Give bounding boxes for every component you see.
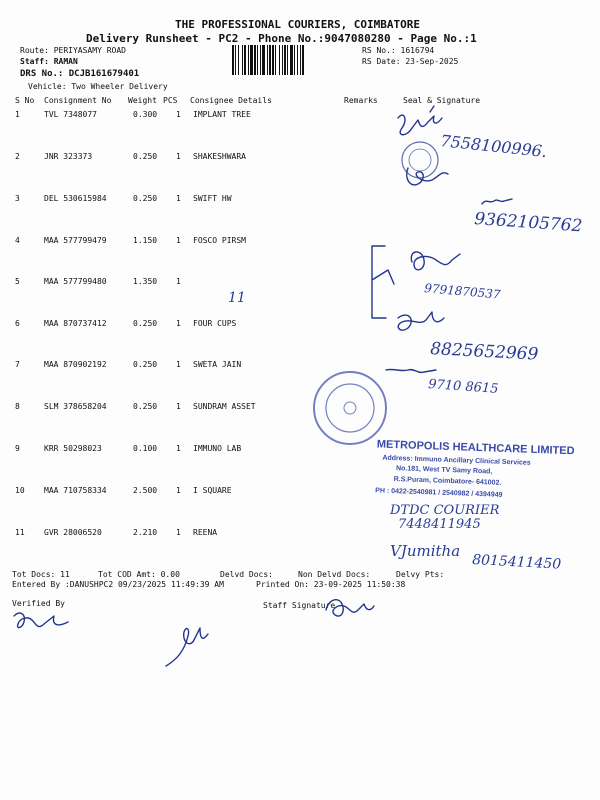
row-consignment: MAA 577799479 bbox=[44, 236, 107, 245]
row-weight: 0.250 bbox=[133, 360, 158, 369]
row-consignment: GVR 28006520 bbox=[44, 528, 102, 537]
rs-number: RS No.: 1616794 bbox=[362, 46, 435, 55]
row-pcs: 1 bbox=[176, 277, 181, 286]
row-consignee: I SQUARE bbox=[193, 486, 232, 495]
staff-label: Staff: RAMAN bbox=[20, 57, 78, 66]
row-consignee: FOSCO PIRSM bbox=[193, 236, 246, 245]
route-label: Route: PERIYASAMY ROAD bbox=[20, 46, 126, 55]
entered-by: Entered By :DANUSHPC2 09/23/2025 11:49:39 AM bbox=[12, 580, 224, 589]
non-delivered-docs: Non Delvd Docs: bbox=[298, 570, 371, 579]
col-pcs: PCS bbox=[163, 96, 178, 105]
row-sno: 8 bbox=[15, 402, 20, 411]
row-consignment: TVL 7348077 bbox=[44, 110, 97, 119]
delivery-points: Delvy Pts: bbox=[396, 570, 445, 579]
row-consignment: SLM 378658204 bbox=[44, 402, 107, 411]
row-sno: 4 bbox=[15, 236, 20, 245]
signature-staff bbox=[326, 600, 374, 616]
row-pcs: 1 bbox=[176, 110, 181, 119]
row-sno: 10 bbox=[15, 486, 25, 495]
row-weight: 0.300 bbox=[133, 110, 158, 119]
col-seal-signature: Seal & Signature bbox=[403, 96, 481, 105]
row-pcs: 1 bbox=[176, 444, 181, 453]
row-weight: 0.100 bbox=[133, 444, 158, 453]
svg-text:R.S.Puram, Coimbatore- 641002.: R.S.Puram, Coimbatore- 641002. bbox=[393, 476, 502, 487]
signature-center bbox=[166, 628, 208, 666]
verified-by-label: Verified By bbox=[12, 599, 65, 608]
phone-7448411945: 7448411945 bbox=[398, 517, 481, 532]
row-sno: 7 bbox=[15, 360, 20, 369]
row-consignment: MAA 870902192 bbox=[44, 360, 107, 369]
phone-7558100996: 7558100996. bbox=[439, 131, 548, 162]
lab-address-stamp bbox=[375, 438, 575, 501]
row-pcs: 1 bbox=[176, 402, 181, 411]
row-weight: 0.250 bbox=[133, 402, 158, 411]
signature-row6 bbox=[398, 312, 444, 330]
row-consignment: MAA 577799480 bbox=[44, 277, 107, 286]
vehicle-label: Vehicle: Two Wheeler Delivery bbox=[28, 82, 168, 91]
row-consignment: KRR 50298023 bbox=[44, 444, 102, 453]
row-sno: 2 bbox=[15, 152, 20, 161]
mark-row5: 11 bbox=[228, 290, 246, 306]
col-remarks: Remarks bbox=[344, 96, 378, 105]
round-seal-large bbox=[314, 372, 386, 444]
bracket-mark bbox=[372, 246, 394, 318]
row-consignee: IMPLANT TREE bbox=[193, 110, 251, 119]
col-sno: S No bbox=[15, 96, 35, 105]
row-consignee: SUNDRAM ASSET bbox=[193, 402, 256, 411]
row-sno: 9 bbox=[15, 444, 20, 453]
row-weight: 0.250 bbox=[133, 152, 158, 161]
phone-9791870537: 9791870537 bbox=[423, 281, 502, 302]
receiver-name-vjumitha: VJumitha bbox=[390, 542, 461, 560]
row-sno: 3 bbox=[15, 194, 20, 203]
svg-text:Address: Immuno Ancillary Clin: Address: Immuno Ancillary Clinical Services bbox=[382, 454, 531, 467]
row-weight: 0.250 bbox=[133, 319, 158, 328]
row-consignee: SWIFT HW bbox=[193, 194, 232, 203]
total-cod-amount: Tot COD Amt: 0.00 bbox=[98, 570, 180, 579]
row-sno: 1 bbox=[15, 110, 20, 119]
phone-8015411450: 8015411450 bbox=[471, 552, 562, 573]
company-title: THE PROFESSIONAL COURIERS, COIMBATORE bbox=[175, 18, 421, 31]
printed-on: Printed On: 23-09-2025 11:50:38 bbox=[256, 580, 406, 589]
signature-row7 bbox=[386, 369, 436, 372]
row-consignment: MAA 710758334 bbox=[44, 486, 107, 495]
svg-text:PH : 0422-2540981 / 2540982 /: PH : 0422-2540981 / 2540982 / 4394949 bbox=[375, 487, 503, 499]
staff-signature-label: Staff Signature bbox=[263, 601, 336, 610]
row-consignee: REENA bbox=[193, 528, 218, 537]
row-pcs: 1 bbox=[176, 528, 181, 537]
delivered-docs: Delvd Docs: bbox=[220, 570, 273, 579]
row-consignee: IMMUNO LAB bbox=[193, 444, 242, 453]
col-consignment: Consignment No bbox=[44, 96, 112, 105]
row-sno: 6 bbox=[15, 319, 20, 328]
row-consignment: MAA 870737412 bbox=[44, 319, 107, 328]
row-consignee: SHAKESHWARA bbox=[193, 152, 246, 161]
row-consignment: JNR 323373 bbox=[44, 152, 93, 161]
row-weight: 0.250 bbox=[133, 194, 158, 203]
row-pcs: 1 bbox=[176, 194, 181, 203]
signature-verified-by bbox=[14, 613, 68, 628]
col-consignee: Consignee Details bbox=[190, 96, 272, 105]
row-weight: 2.500 bbox=[133, 486, 158, 495]
row-weight: 2.210 bbox=[133, 528, 158, 537]
row-consignment: DEL 530615984 bbox=[44, 194, 107, 203]
phone-8825652969: 8825652969 bbox=[429, 339, 539, 365]
rs-date: RS Date: 23-Sep-2025 bbox=[362, 57, 459, 66]
row-sno: 11 bbox=[15, 528, 25, 537]
row-weight: 1.350 bbox=[133, 277, 158, 286]
row-pcs: 1 bbox=[176, 486, 181, 495]
col-weight: Weight bbox=[128, 96, 157, 105]
phone-9710-8615: 9710 8615 bbox=[427, 377, 499, 397]
runsheet-subtitle: Delivery Runsheet - PC2 - Phone No.:9047080280 - Page No.:1 bbox=[86, 32, 477, 45]
dtdc-courier-note: DTDC COURIER bbox=[390, 503, 500, 518]
row-weight: 1.150 bbox=[133, 236, 158, 245]
signature-row3 bbox=[482, 199, 512, 204]
row-pcs: 1 bbox=[176, 236, 181, 245]
signature-row4 bbox=[411, 252, 460, 270]
signature-row1 bbox=[398, 106, 442, 135]
svg-text:METROPOLIS HEALTHCARE LIMITED: METROPOLIS HEALTHCARE LIMITED bbox=[376, 438, 575, 458]
total-docs: Tot Docs: 11 bbox=[12, 570, 70, 579]
row-consignee: FOUR CUPS bbox=[193, 319, 237, 328]
row-consignee: SWETA JAIN bbox=[193, 360, 242, 369]
row-pcs: 1 bbox=[176, 319, 181, 328]
row-pcs: 1 bbox=[176, 360, 181, 369]
row-sno: 5 bbox=[15, 277, 20, 286]
drs-number: DRS No.: DCJB161679401 bbox=[20, 69, 140, 79]
row-pcs: 1 bbox=[176, 152, 181, 161]
phone-9362105762: 9362105762 bbox=[473, 209, 583, 237]
svg-text:No.181, West TV Samy Road,: No.181, West TV Samy Road, bbox=[395, 465, 493, 476]
